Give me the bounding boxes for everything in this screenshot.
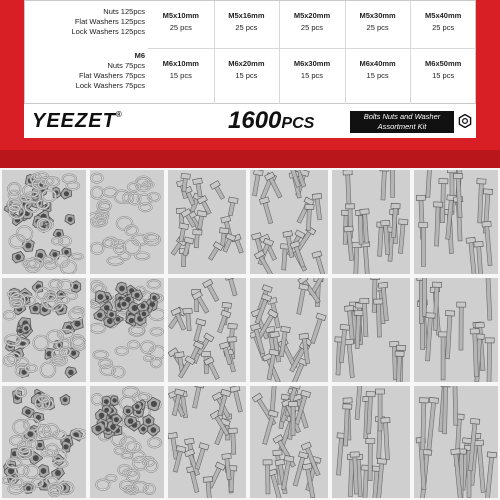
bolt-head [168, 432, 177, 438]
nut-hole [104, 399, 109, 404]
kit-line-1: Bolts Nuts and Washer [363, 112, 441, 121]
tray-compartment [248, 384, 330, 500]
nut-hole [112, 398, 117, 403]
table-divider [279, 1, 280, 105]
size-cell [280, 3, 344, 47]
tray-compartment [166, 168, 248, 276]
nut-hole [109, 312, 114, 317]
nut-hole [24, 326, 29, 331]
registered-mark: ® [115, 110, 123, 119]
hardware-pile [90, 386, 164, 498]
nut-hole [142, 312, 147, 317]
nut-hole [132, 305, 138, 311]
bolt-head [360, 298, 369, 303]
hardware-pile [332, 170, 410, 274]
size-cell [149, 51, 213, 95]
m6-flat-washers-text: Flat Washers 75pcs [79, 71, 145, 80]
size-cell [280, 51, 344, 95]
bolt-head [273, 450, 282, 456]
nut-hole [33, 455, 39, 461]
size-cell-qty: 15 pcs [366, 71, 389, 80]
bolt-shank [306, 208, 311, 230]
bolt-head [289, 402, 298, 407]
bolt-head [381, 418, 390, 423]
hardware-pile [90, 278, 164, 382]
size-cell-size: M6x50mm [425, 59, 462, 68]
tray-compartment [88, 276, 166, 384]
bolt-head [305, 204, 314, 209]
bolt-head [380, 170, 389, 171]
bolt-shank [423, 278, 427, 316]
bolt-head [457, 302, 466, 307]
bolt-shank [443, 386, 448, 434]
size-label-card [24, 0, 476, 104]
bolt-head [391, 203, 400, 209]
bolt-head [477, 179, 486, 184]
nut-hole [128, 418, 134, 424]
hardware-pile [250, 170, 328, 274]
bolt-head [381, 220, 390, 226]
bolt-head [419, 398, 428, 403]
bolt-head [432, 282, 441, 287]
hardware-pile [2, 278, 86, 382]
bolt-shank [378, 393, 382, 431]
bolt-shank [421, 226, 425, 266]
brand-name: YEEZET [32, 110, 116, 132]
bolt-head [441, 386, 450, 387]
kit-description-box [350, 111, 454, 133]
bolt-head [487, 452, 496, 458]
nut-hole [52, 252, 57, 257]
bolt-head [474, 440, 483, 446]
bolt-head [222, 453, 232, 459]
bolt-head [175, 352, 185, 358]
bolt-head [453, 173, 462, 178]
hex-nut-icon [458, 114, 472, 128]
nut-hole [68, 370, 73, 375]
tray-compartment [248, 168, 330, 276]
size-cell-qty: 15 pcs [432, 71, 455, 80]
tray-compartment [412, 384, 500, 500]
nut-hole [97, 312, 102, 317]
bolt-head [354, 310, 363, 315]
bolt-head [345, 305, 354, 311]
nut-hole [107, 318, 113, 324]
size-cell-size: M5x20mm [293, 11, 331, 20]
size-cell-size: M5x40mm [425, 11, 462, 20]
nut-hole [134, 293, 139, 298]
piece-count-unit: PCS [281, 115, 315, 132]
bolt-head [439, 332, 448, 337]
size-cell [411, 3, 475, 47]
hardware-pile [332, 386, 410, 498]
bolt-head [374, 299, 383, 304]
size-cell-size: M6x10mm [162, 59, 199, 68]
nut-hole [64, 250, 69, 255]
tray-compartment [248, 276, 330, 384]
hardware-pile [332, 278, 410, 382]
table-divider [214, 1, 215, 105]
bolt-head [426, 313, 435, 319]
bolt-head [183, 308, 192, 314]
nut-hole [151, 427, 157, 433]
nut-hole [151, 401, 157, 407]
bolt-head [344, 226, 353, 232]
bolt-head [451, 449, 460, 455]
bolt-head [419, 222, 428, 227]
brand-logo [32, 110, 123, 133]
nut-hole [121, 302, 126, 307]
bolt-head [340, 324, 349, 330]
m6-heading: M6 [134, 51, 145, 60]
size-cell-size: M5x16mm [228, 11, 265, 20]
bolt-shank [194, 234, 199, 248]
nut-hole [25, 409, 31, 415]
size-cell [215, 3, 279, 47]
hardware-pile [250, 386, 328, 498]
tray-compartment [330, 384, 412, 500]
m5-hardware-list [25, 7, 145, 37]
size-cell-size: M6x20mm [228, 59, 265, 68]
m5-nuts-text: Nuts 125pcs [103, 7, 145, 16]
size-cell [411, 51, 475, 95]
bolt-head [343, 170, 352, 175]
bolt-shank [368, 443, 372, 481]
bolt-head [227, 337, 236, 342]
table-divider [148, 48, 476, 49]
tray-compartment [0, 168, 88, 276]
bolt-head [197, 211, 207, 217]
nut-hole [119, 286, 125, 292]
bolt-head [447, 170, 456, 173]
bolt-head [181, 173, 190, 179]
bolt-head [485, 338, 494, 343]
nut-hole [116, 317, 121, 322]
nut-hole [74, 320, 80, 326]
nut-hole [41, 468, 47, 474]
m5-lock-washers-text: Lock Washers 125pcs [71, 27, 145, 36]
hardware-pile [414, 386, 498, 498]
bolt-head [433, 202, 442, 207]
nut-hole [25, 242, 31, 248]
bolt-head [366, 391, 375, 396]
bolt-head [220, 228, 230, 234]
size-cell-qty: 25 pcs [366, 23, 389, 32]
bolt-head [281, 326, 291, 332]
bolt-head [462, 438, 471, 444]
bolt-shank [487, 342, 492, 382]
hardware-pile [168, 386, 246, 498]
tray-compartment [166, 276, 248, 384]
bolt-shank [358, 214, 363, 244]
bolt-head [429, 397, 438, 403]
m6-hardware-list [25, 51, 145, 91]
m6-lock-washers-text: Lock Washers 75pcs [75, 81, 145, 90]
nut-hole [73, 284, 78, 289]
bolt-shank [291, 406, 295, 436]
bolt-head [370, 278, 379, 279]
bolt-head [360, 209, 369, 215]
tray-compartment [0, 276, 88, 384]
kit-line-2: Assortment Kit [377, 122, 427, 131]
bolt-head [222, 302, 232, 308]
nut-hole [135, 404, 140, 409]
nut-hole [68, 217, 73, 222]
tray-compartment [166, 384, 248, 500]
bolt-head [474, 241, 483, 247]
nut-hole [129, 318, 134, 323]
nut-hole [114, 417, 119, 422]
hardware-pile [414, 278, 498, 382]
table-divider [345, 1, 346, 105]
bolt-head [416, 195, 425, 200]
size-cell [149, 3, 213, 47]
m6-nuts-text: Nuts 75pcs [107, 61, 145, 70]
hardware-pile [250, 278, 328, 382]
tray-compartment [330, 276, 412, 384]
bolt-head [343, 404, 352, 409]
hardware-pile [2, 386, 86, 498]
bolt-shank [421, 402, 426, 450]
bolt-head [377, 458, 386, 464]
size-cell [346, 51, 410, 95]
size-cell-qty: 15 pcs [169, 71, 192, 80]
nut-hole [56, 232, 61, 237]
bolt-head [483, 189, 492, 195]
bolt-size-table [148, 1, 476, 105]
nut-hole [152, 296, 157, 301]
size-cell-size: M6x40mm [359, 59, 396, 68]
nut-hole [32, 306, 38, 312]
bolt-head [439, 179, 448, 184]
nut-hole [140, 304, 145, 309]
bolt-shank [354, 247, 359, 274]
size-cell-qty: 25 pcs [235, 23, 258, 32]
nut-hole [63, 444, 68, 449]
tray-compartment [0, 384, 88, 500]
bolt-head [343, 398, 352, 403]
bolt-head [203, 477, 212, 483]
nut-hole [95, 425, 101, 431]
tray-compartment [88, 384, 166, 500]
bolt-head [312, 193, 322, 199]
nut-hole [64, 191, 69, 196]
bolt-head [475, 322, 484, 328]
bolt-head [470, 329, 479, 334]
size-cell-size: M5x10mm [162, 11, 199, 20]
size-cell [346, 3, 410, 47]
bolt-head [350, 452, 359, 457]
hardware-pile [2, 170, 86, 274]
bolt-head [299, 333, 309, 339]
piece-count-number: 1600 [228, 107, 282, 134]
bolt-head [445, 311, 454, 316]
size-cell-qty: 15 pcs [300, 71, 324, 80]
nut-hole [126, 409, 131, 414]
tray-compartment [88, 168, 166, 276]
bolt-head [396, 345, 405, 350]
tray-compartment [412, 168, 500, 276]
bolt-head [376, 389, 385, 394]
bolt-shank [441, 336, 445, 380]
m5-flat-washers-text: Flat Washers 125pcs [74, 17, 145, 26]
bolt-shank [453, 386, 458, 425]
size-cell [215, 51, 279, 95]
size-cell-size: M5x30mm [359, 11, 396, 20]
size-cell-qty: 25 pcs [169, 23, 192, 32]
bolt-shank [390, 170, 395, 197]
bolt-head [263, 460, 272, 465]
bolt-head [270, 331, 280, 337]
bolt-head [366, 439, 375, 444]
piece-count [228, 107, 314, 135]
bolt-shank [346, 174, 351, 204]
nut-hole [146, 418, 152, 424]
tray-compartment [412, 276, 500, 384]
nut-hole [141, 427, 146, 432]
organizer-tray [0, 168, 500, 500]
bolt-head [482, 221, 491, 227]
bolt-head [185, 438, 195, 444]
bolt-shank [266, 464, 270, 494]
bolt-head [228, 428, 237, 433]
nut-hole [98, 294, 104, 300]
hardware-pile [414, 170, 498, 274]
nut-hole [55, 470, 61, 476]
bolt-head [470, 418, 479, 424]
nut-hole [15, 254, 21, 260]
bolt-head [228, 323, 237, 329]
bolt-head [399, 219, 408, 225]
bolt-shank [459, 306, 463, 350]
nut-hole [26, 486, 31, 491]
bolt-head [201, 351, 210, 356]
bolt-head [345, 204, 354, 209]
size-cell-size: M6x30mm [293, 59, 331, 68]
bolt-head [395, 351, 404, 356]
hardware-pile [168, 170, 246, 274]
bolt-head [378, 282, 387, 288]
size-cell-qty: 15 pcs [235, 71, 258, 80]
tray-compartment [330, 168, 412, 276]
table-divider [410, 1, 411, 105]
bolt-shank [231, 432, 236, 454]
nut-hole [99, 413, 105, 419]
nut-hole [63, 397, 68, 402]
hardware-pile [90, 170, 164, 274]
bolt-shank [376, 303, 381, 337]
nut-hole [37, 443, 42, 448]
lid-edge [0, 150, 500, 168]
red-case-lid [0, 0, 500, 168]
nut-hole [71, 351, 76, 356]
hardware-pile [168, 278, 246, 382]
brand-band [24, 104, 476, 138]
size-cell-qty: 25 pcs [300, 23, 324, 32]
size-cell-qty: 25 pcs [432, 23, 455, 32]
